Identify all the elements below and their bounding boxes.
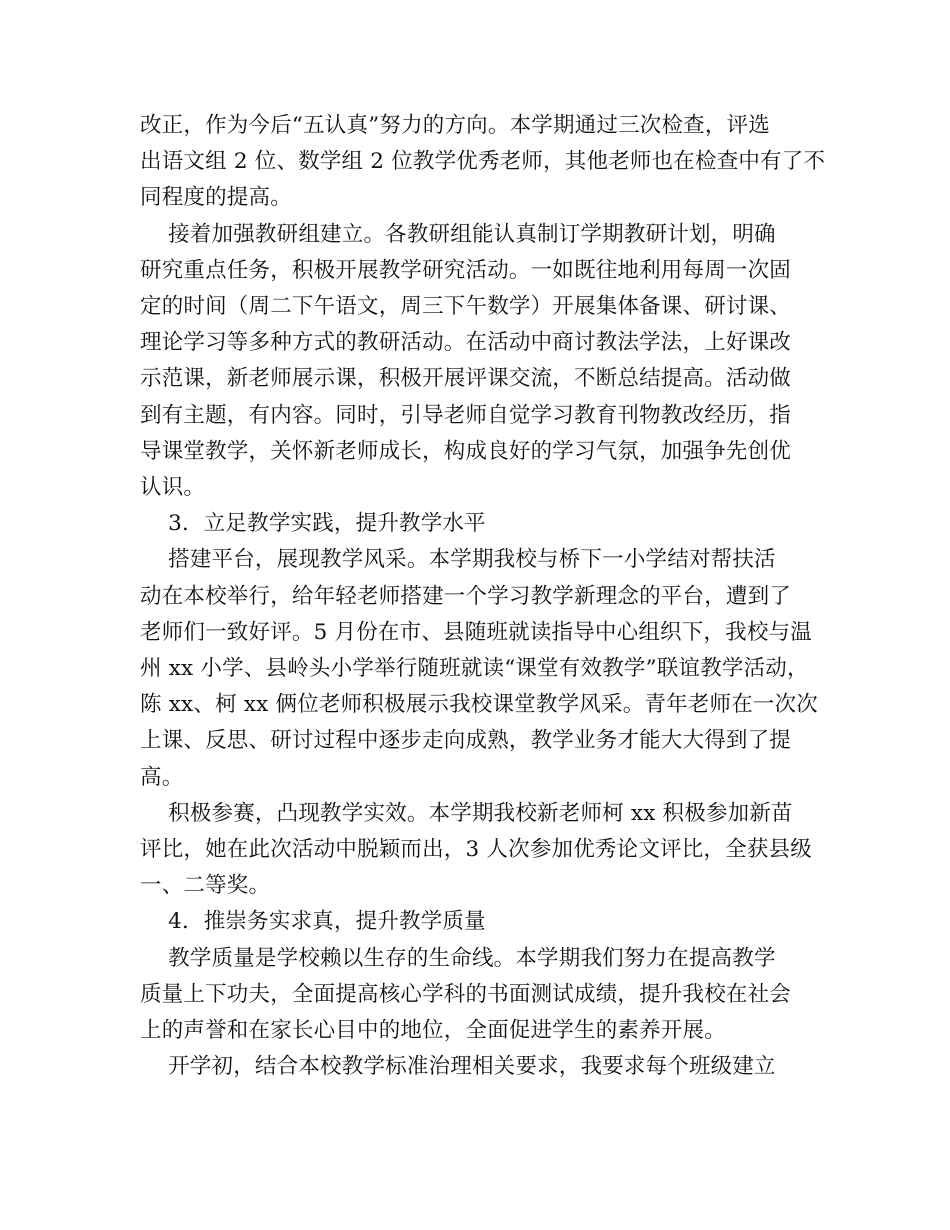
text-line: 认识。 xyxy=(140,475,206,501)
text-line: 搭建平台，展现教学风采。本学期我校与桥下一小学结对帮扶活 xyxy=(140,547,776,573)
paragraph xyxy=(140,1049,820,1085)
text-line: 定的时间（周二下午语文，周三下午数学）开展集体备课、研讨课、 xyxy=(140,294,792,320)
text-line: 接着加强教研组建立。各教研组能认真制订学期教研计划，明确 xyxy=(140,221,776,247)
text-line: 老师们一致好评。5 月份在市、县随班就读指导中心组织下，我校与温 xyxy=(140,619,812,645)
paragraph xyxy=(140,796,820,905)
text-line: 理论学习等多种方式的教研活动。在活动中商讨教法学法，上好课改 xyxy=(140,330,792,356)
text-line: 州 xx 小学、县岭头小学举行随班就读“课堂有效教学”联谊教学活动， xyxy=(140,656,809,682)
text-line: 积极参赛，凸现教学实效。本学期我校新老师柯 xx 积极参加新苗 xyxy=(140,800,793,826)
text-line: 同程度的提高。 xyxy=(140,185,292,211)
text-line: 上的声誉和在家长心目中的地位，全面促进学生的素养开展。 xyxy=(140,1018,726,1044)
text-line: 陈 xx、柯 xx 俩位老师积极展示我校课堂教学风采。青年老师在一次次 xyxy=(140,692,819,718)
text-line: 开学初，结合本校教学标准治理相关要求，我要求每个班级建立 xyxy=(140,1054,776,1080)
text-line: 示范课，新老师展示课，积极开展评课交流，不断总结提高。活动做 xyxy=(140,366,792,392)
paragraph xyxy=(140,108,826,217)
text-line: 教学质量是学校赖以生存的生命线。本学期我们努力在提高教学 xyxy=(140,945,776,971)
text-line: 质量上下功夫，全面提高核心学科的书面测试成绩，提升我校在社会 xyxy=(140,981,792,1007)
text-line: 研究重点任务，积极开展教学研究活动。一如既往地利用每周一次固 xyxy=(140,257,792,283)
text-line: 上课、反思、研讨过程中逐步走向成熟，教学业务才能大大得到了提 xyxy=(140,728,792,754)
paragraph xyxy=(140,217,820,507)
text-line: 评比，她在此次活动中脱颖而出，3 人次参加优秀论文评比，全获县级 xyxy=(140,837,812,863)
paragraph xyxy=(140,941,820,1050)
paragraph xyxy=(140,506,820,542)
text-line: 出语文组 2 位、数学组 2 位教学优秀老师，其他老师也在检查中有了不 xyxy=(140,149,826,175)
document-page xyxy=(140,108,826,1085)
text-line: 4．推崇务实求真，提升教学质量 xyxy=(140,909,486,935)
text-line: 改正，作为今后“五认真”努力的方向。本学期通过三次检查，评选 xyxy=(140,113,770,138)
text-line: 动在本校举行，给年轻老师搭建一个学习教学新理念的平台，遭到了 xyxy=(140,583,792,609)
text-line: 3．立足教学实践，提升教学水平 xyxy=(140,511,486,537)
text-line: 导课堂教学，关怀新老师成长，构成良好的学习气氛，加强争先创优 xyxy=(140,438,792,464)
paragraph xyxy=(140,542,820,795)
paragraph xyxy=(140,904,820,940)
text-line: 一、二等奖。 xyxy=(140,873,271,899)
text-line: 到有主题，有内容。同时，引导老师自觉学习教育刊物教改经历，指 xyxy=(140,402,792,428)
text-line: 高。 xyxy=(140,764,184,790)
